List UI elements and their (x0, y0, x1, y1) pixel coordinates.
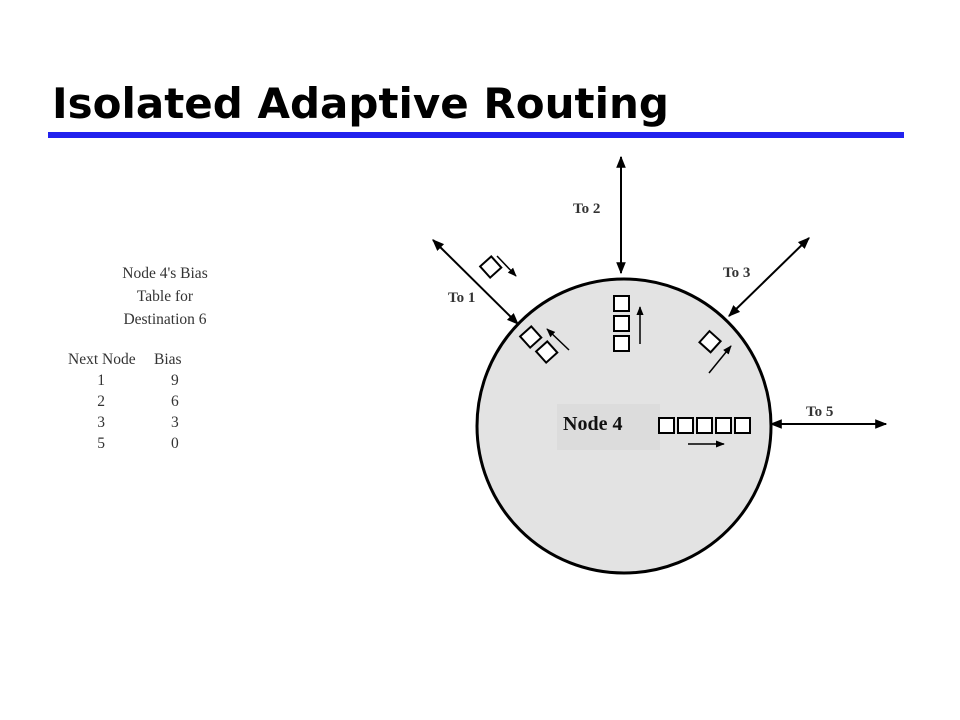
packet-icon (716, 418, 731, 433)
packet-icon (735, 418, 750, 433)
link-to-1-label: To 1 (448, 290, 476, 306)
link-to-3 (723, 238, 809, 316)
cell-bias: 0 (171, 435, 179, 452)
link-to-2 (573, 157, 621, 273)
link-to-5 (771, 404, 886, 424)
cell-next-node: 1 (97, 372, 105, 389)
link-to-2-label: To 2 (573, 201, 601, 217)
cell-bias: 3 (171, 414, 179, 431)
link-to-1-arrow (433, 240, 518, 324)
cell-next-node: 2 (97, 393, 105, 410)
cell-bias: 6 (171, 393, 179, 410)
cell-next-node: 5 (97, 435, 105, 452)
link-to-5-label: To 5 (806, 404, 834, 420)
link-to-1 (433, 240, 518, 324)
packet-icon (614, 296, 629, 311)
packet-icon (614, 316, 629, 331)
cell-bias: 9 (171, 372, 179, 389)
caption-line: Destination 6 (123, 311, 207, 328)
packet-icon (480, 256, 501, 277)
packet-icon (614, 336, 629, 351)
header-next-node: Next Node (68, 351, 136, 368)
packet-icon (678, 418, 693, 433)
header-bias: Bias (154, 351, 182, 368)
caption-line: Table for (136, 288, 194, 305)
packet-icon (659, 418, 674, 433)
link-to-3-label: To 3 (723, 265, 751, 281)
packet-icon (697, 418, 712, 433)
slide-title: Isolated Adaptive Routing (52, 79, 669, 128)
caption-line: Node 4's Bias (122, 265, 208, 282)
cell-next-node: 3 (97, 414, 105, 431)
node-label: Node 4 (563, 413, 623, 435)
